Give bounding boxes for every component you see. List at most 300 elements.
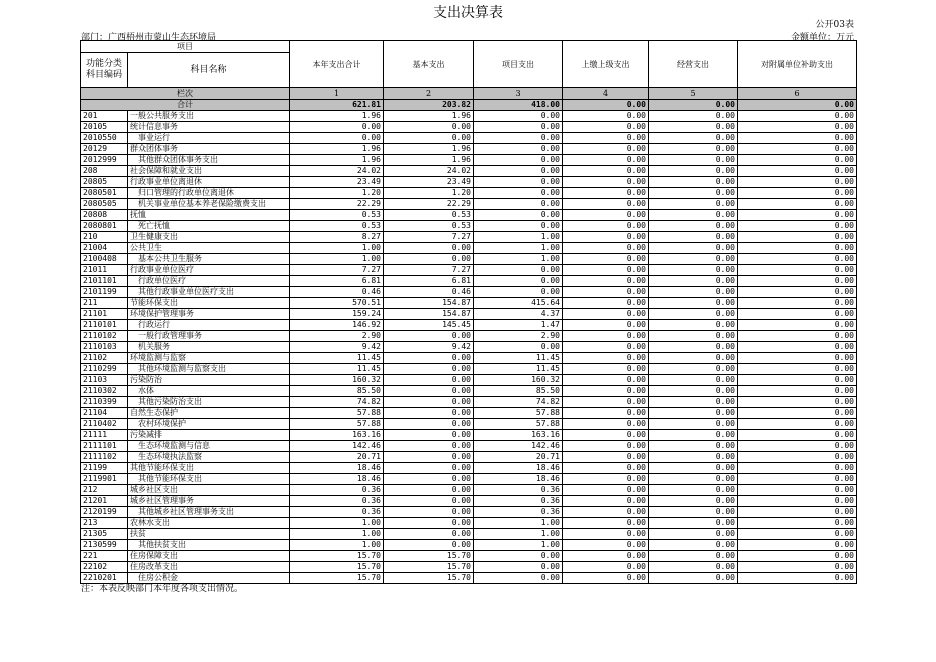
func-code-cell: 2101101	[81, 276, 128, 287]
amount-cell: 0.00	[649, 210, 738, 221]
amount-cell: 0.00	[474, 199, 563, 210]
amount-cell: 0.00	[384, 518, 474, 529]
amount-cell: 0.00	[649, 573, 738, 584]
amount-cell: 0.00	[474, 342, 563, 353]
table-row	[81, 375, 857, 386]
amount-cell: 0.00	[649, 144, 738, 155]
subject-name-cell: 行政运行	[128, 320, 290, 331]
amount-cell: 0.00	[563, 441, 649, 452]
func-code-cell: 20129	[81, 144, 128, 155]
amount-cell: 0.00	[384, 496, 474, 507]
amount-cell: 0.00	[563, 342, 649, 353]
table-row	[81, 155, 857, 166]
amount-cell: 0.00	[738, 287, 857, 298]
amount-cell: 0.00	[738, 210, 857, 221]
subject-name-cell: 死亡抚恤	[128, 221, 290, 232]
subject-name-cell: 基本公共卫生服务	[128, 254, 290, 265]
subject-name-cell: 城乡社区支出	[128, 485, 290, 496]
amount-cell: 1.00	[474, 540, 563, 551]
amount-cell: 0.00	[563, 562, 649, 573]
amount-cell: 0.00	[384, 375, 474, 386]
amount-cell: 0.00	[384, 353, 474, 364]
amount-cell: 0.00	[563, 529, 649, 540]
subject-name-cell: 其他城乡社区管理事务支出	[128, 507, 290, 518]
func-code-cell: 21011	[81, 265, 128, 276]
table-row	[81, 474, 857, 485]
amount-cell: 15.70	[384, 562, 474, 573]
unit-label: 金额单位：万元	[790, 33, 854, 43]
amount-cell: 0.00	[649, 221, 738, 232]
func-code-cell: 2119901	[81, 474, 128, 485]
func-code-cell: 2080501	[81, 188, 128, 199]
amount-cell: 0.36	[290, 507, 384, 518]
amount-cell: 0.00	[738, 452, 857, 463]
amount-cell: 154.87	[384, 309, 474, 320]
table-row	[81, 232, 857, 243]
subject-name-cell: 水体	[128, 386, 290, 397]
amount-cell: 0.36	[474, 485, 563, 496]
amount-cell: 0.00	[474, 144, 563, 155]
amount-cell: 0.00	[649, 111, 738, 122]
func-code-cell: 2210201	[81, 573, 128, 584]
amount-cell: 0.00	[738, 573, 857, 584]
func-code-cell: 2110102	[81, 331, 128, 342]
total-cell: 621.81	[290, 100, 384, 111]
amount-cell: 0.00	[649, 551, 738, 562]
amount-cell: 6.81	[290, 276, 384, 287]
lanci-row	[81, 88, 857, 100]
header-basic: 基本支出	[384, 41, 474, 88]
amount-cell: 0.00	[649, 507, 738, 518]
subject-name-cell: 抚恤	[128, 210, 290, 221]
amount-cell: 15.70	[384, 551, 474, 562]
amount-cell: 0.00	[738, 562, 857, 573]
subject-name-cell: 环境监测与监察	[128, 353, 290, 364]
amount-cell: 1.20	[290, 188, 384, 199]
table-row	[81, 496, 857, 507]
amount-cell: 0.00	[563, 298, 649, 309]
amount-cell: 0.00	[738, 276, 857, 287]
subject-name-cell: 事业运行	[128, 133, 290, 144]
amount-cell: 1.47	[474, 320, 563, 331]
amount-cell: 0.00	[738, 320, 857, 331]
amount-cell: 0.00	[649, 331, 738, 342]
amount-cell: 0.00	[649, 397, 738, 408]
amount-cell: 0.00	[563, 518, 649, 529]
func-code-cell: 212	[81, 485, 128, 496]
amount-cell: 0.00	[563, 111, 649, 122]
func-code-cell: 2110399	[81, 397, 128, 408]
amount-cell: 74.82	[290, 397, 384, 408]
amount-cell: 0.00	[649, 386, 738, 397]
subject-name-cell: 污染防治	[128, 375, 290, 386]
amount-cell: 0.36	[290, 496, 384, 507]
col-num: 6	[738, 88, 857, 100]
table-row	[81, 276, 857, 287]
amount-cell: 0.00	[649, 364, 738, 375]
table-row	[81, 452, 857, 463]
amount-cell: 20.71	[474, 452, 563, 463]
subject-name-cell: 其他污染防治支出	[128, 397, 290, 408]
total-label: 合计	[81, 100, 290, 111]
amount-cell: 15.70	[384, 573, 474, 584]
amount-cell: 0.00	[474, 221, 563, 232]
func-code-cell: 21199	[81, 463, 128, 474]
subject-name-cell: 行政事业单位医疗	[128, 265, 290, 276]
amount-cell: 0.00	[384, 540, 474, 551]
subject-name-cell: 住房改革支出	[128, 562, 290, 573]
col-num: 1	[290, 88, 384, 100]
amount-cell: 0.00	[563, 386, 649, 397]
amount-cell: 2.90	[474, 331, 563, 342]
table-row	[81, 507, 857, 518]
amount-cell: 0.00	[649, 287, 738, 298]
amount-cell: 0.00	[384, 529, 474, 540]
amount-cell: 0.00	[563, 144, 649, 155]
func-code-cell: 2010550	[81, 133, 128, 144]
amount-cell: 0.00	[738, 133, 857, 144]
amount-cell: 0.00	[384, 386, 474, 397]
table-row	[81, 298, 857, 309]
amount-cell: 0.00	[384, 463, 474, 474]
table-row	[81, 342, 857, 353]
amount-cell: 0.00	[474, 111, 563, 122]
amount-cell: 2.90	[290, 331, 384, 342]
amount-cell: 0.00	[384, 441, 474, 452]
table-row	[81, 562, 857, 573]
subject-name-cell: 机关服务	[128, 342, 290, 353]
amount-cell: 0.00	[563, 463, 649, 474]
func-code-cell: 2101199	[81, 287, 128, 298]
table-row	[81, 166, 857, 177]
amount-cell: 18.46	[290, 474, 384, 485]
subject-name-cell: 生态环境监测与信息	[128, 441, 290, 452]
table-row	[81, 177, 857, 188]
amount-cell: 24.02	[290, 166, 384, 177]
amount-cell: 11.45	[290, 364, 384, 375]
total-cell: 203.82	[384, 100, 474, 111]
amount-cell: 1.00	[474, 529, 563, 540]
func-code-cell: 20105	[81, 122, 128, 133]
total-row	[81, 100, 857, 111]
amount-cell: 0.00	[563, 320, 649, 331]
amount-cell: 0.00	[649, 254, 738, 265]
amount-cell: 0.00	[649, 122, 738, 133]
amount-cell: 1.00	[290, 518, 384, 529]
amount-cell: 0.00	[649, 518, 738, 529]
amount-cell: 0.00	[384, 507, 474, 518]
amount-cell: 0.00	[563, 331, 649, 342]
amount-cell: 0.00	[474, 551, 563, 562]
amount-cell: 0.00	[649, 320, 738, 331]
amount-cell: 0.00	[738, 364, 857, 375]
amount-cell: 11.45	[474, 364, 563, 375]
amount-cell: 0.00	[563, 375, 649, 386]
func-code-cell: 22102	[81, 562, 128, 573]
func-code-cell: 20805	[81, 177, 128, 188]
func-code-cell: 21104	[81, 408, 128, 419]
amount-cell: 1.00	[290, 540, 384, 551]
func-code-cell: 2110103	[81, 342, 128, 353]
subject-name-cell: 自然生态保护	[128, 408, 290, 419]
subject-name-cell: 其他节能环保支出	[128, 474, 290, 485]
func-code-cell: 21305	[81, 529, 128, 540]
table-row	[81, 254, 857, 265]
amount-cell: 0.00	[649, 529, 738, 540]
header-total: 本年支出合计	[290, 41, 384, 88]
amount-cell: 57.88	[474, 408, 563, 419]
func-code-cell: 21103	[81, 375, 128, 386]
table-row	[81, 419, 857, 430]
header-project-expenditure: 项目支出	[474, 41, 563, 88]
amount-cell: 11.45	[290, 353, 384, 364]
header-subsidy: 对附属单位补助支出	[738, 41, 857, 88]
amount-cell: 74.82	[474, 397, 563, 408]
table-row	[81, 111, 857, 122]
func-code-cell: 2012999	[81, 155, 128, 166]
func-code-cell: 21201	[81, 496, 128, 507]
amount-cell: 0.00	[649, 452, 738, 463]
amount-cell: 142.46	[474, 441, 563, 452]
amount-cell: 7.27	[384, 232, 474, 243]
amount-cell: 0.00	[649, 265, 738, 276]
amount-cell: 6.81	[384, 276, 474, 287]
amount-cell: 7.27	[290, 265, 384, 276]
amount-cell: 9.42	[384, 342, 474, 353]
amount-cell: 0.00	[649, 485, 738, 496]
amount-cell: 0.00	[563, 254, 649, 265]
amount-cell: 0.00	[563, 166, 649, 177]
amount-cell: 0.00	[649, 375, 738, 386]
subject-name-cell: 行政单位医疗	[128, 276, 290, 287]
table-row	[81, 309, 857, 320]
amount-cell: 1.00	[474, 243, 563, 254]
table-row	[81, 210, 857, 221]
subject-name-cell: 住房保障支出	[128, 551, 290, 562]
table-row	[81, 518, 857, 529]
amount-cell: 0.00	[290, 122, 384, 133]
table-row	[81, 320, 857, 331]
amount-cell: 0.00	[738, 309, 857, 320]
amount-cell: 0.00	[563, 243, 649, 254]
func-code-cell: 2111101	[81, 441, 128, 452]
amount-cell: 0.00	[649, 276, 738, 287]
subject-name-cell: 其他环境监测与监察支出	[128, 364, 290, 375]
amount-cell: 0.00	[563, 177, 649, 188]
amount-cell: 18.46	[290, 463, 384, 474]
subject-name-cell: 一般行政管理事务	[128, 331, 290, 342]
footnote: 注：本表反映部门本年度各项支出情况。	[81, 584, 244, 594]
func-code-cell: 2100408	[81, 254, 128, 265]
amount-cell: 0.00	[738, 441, 857, 452]
amount-cell: 0.00	[474, 573, 563, 584]
subject-name-cell: 其他行政事业单位医疗支出	[128, 287, 290, 298]
amount-cell: 0.00	[563, 265, 649, 276]
amount-cell: 0.00	[384, 243, 474, 254]
total-cell: 418.00	[474, 100, 563, 111]
table-row	[81, 551, 857, 562]
amount-cell: 0.00	[738, 331, 857, 342]
amount-cell: 0.00	[649, 188, 738, 199]
amount-cell: 0.00	[563, 287, 649, 298]
total-cell: 0.00	[563, 100, 649, 111]
amount-cell: 1.00	[290, 529, 384, 540]
amount-cell: 0.00	[384, 419, 474, 430]
amount-cell: 0.00	[738, 375, 857, 386]
amount-cell: 1.00	[474, 254, 563, 265]
amount-cell: 0.00	[738, 408, 857, 419]
amount-cell: 1.20	[384, 188, 474, 199]
table-row	[81, 529, 857, 540]
amount-cell: 0.00	[738, 551, 857, 562]
subject-name-cell: 群众团体事务	[128, 144, 290, 155]
amount-cell: 23.49	[290, 177, 384, 188]
amount-cell: 0.00	[649, 540, 738, 551]
total-cell: 0.00	[649, 100, 738, 111]
header-upper: 上缴上级支出	[563, 41, 649, 88]
report-title: 支出决算表	[433, 5, 503, 21]
func-code-cell: 21111	[81, 430, 128, 441]
amount-cell: 0.00	[563, 133, 649, 144]
amount-cell: 0.00	[649, 298, 738, 309]
amount-cell: 0.00	[563, 309, 649, 320]
amount-cell: 0.00	[738, 507, 857, 518]
amount-cell: 0.00	[563, 364, 649, 375]
func-code-cell: 2110302	[81, 386, 128, 397]
func-code-cell: 221	[81, 551, 128, 562]
table-row	[81, 540, 857, 551]
amount-cell: 0.53	[290, 210, 384, 221]
amount-cell: 0.46	[290, 287, 384, 298]
table-row	[81, 430, 857, 441]
amount-cell: 0.00	[649, 166, 738, 177]
amount-cell: 15.70	[290, 573, 384, 584]
amount-cell: 415.64	[474, 298, 563, 309]
amount-cell: 0.00	[563, 199, 649, 210]
amount-cell: 22.29	[384, 199, 474, 210]
amount-cell: 0.36	[474, 496, 563, 507]
amount-cell: 0.00	[649, 562, 738, 573]
amount-cell: 15.70	[290, 562, 384, 573]
amount-cell: 1.96	[290, 111, 384, 122]
func-code-cell: 21101	[81, 309, 128, 320]
amount-cell: 142.46	[290, 441, 384, 452]
amount-cell: 0.00	[738, 386, 857, 397]
amount-cell: 1.96	[384, 111, 474, 122]
amount-cell: 0.00	[563, 485, 649, 496]
amount-cell: 0.00	[563, 155, 649, 166]
func-code-cell: 20808	[81, 210, 128, 221]
amount-cell: 0.00	[649, 430, 738, 441]
amount-cell: 145.45	[384, 320, 474, 331]
amount-cell: 160.32	[474, 375, 563, 386]
amount-cell: 0.00	[384, 254, 474, 265]
amount-cell: 0.00	[649, 463, 738, 474]
amount-cell: 0.00	[738, 474, 857, 485]
amount-cell: 0.00	[384, 430, 474, 441]
amount-cell: 0.00	[738, 485, 857, 496]
table-row	[81, 397, 857, 408]
amount-cell: 0.00	[384, 122, 474, 133]
func-code-cell: 208	[81, 166, 128, 177]
table-row	[81, 408, 857, 419]
amount-cell: 0.00	[649, 342, 738, 353]
amount-cell: 0.00	[649, 441, 738, 452]
amount-cell: 0.00	[649, 419, 738, 430]
amount-cell: 0.00	[563, 232, 649, 243]
func-code-cell: 210	[81, 232, 128, 243]
table-row	[81, 221, 857, 232]
subject-name-cell: 扶贫	[128, 529, 290, 540]
amount-cell: 85.50	[474, 386, 563, 397]
amount-cell: 7.27	[384, 265, 474, 276]
amount-cell: 1.00	[474, 518, 563, 529]
amount-cell: 0.00	[563, 353, 649, 364]
amount-cell: 0.36	[290, 485, 384, 496]
amount-cell: 163.16	[474, 430, 563, 441]
amount-cell: 85.50	[290, 386, 384, 397]
amount-cell: 0.00	[738, 463, 857, 474]
amount-cell: 0.00	[738, 397, 857, 408]
amount-cell: 0.00	[738, 111, 857, 122]
amount-cell: 0.00	[474, 265, 563, 276]
amount-cell: 0.00	[738, 298, 857, 309]
amount-cell: 8.27	[290, 232, 384, 243]
amount-cell: 0.00	[563, 452, 649, 463]
amount-cell: 0.36	[474, 507, 563, 518]
amount-cell: 0.00	[738, 166, 857, 177]
amount-cell: 0.00	[649, 474, 738, 485]
amount-cell: 0.00	[563, 221, 649, 232]
table-row	[81, 386, 857, 397]
amount-cell: 0.00	[474, 210, 563, 221]
amount-cell: 0.00	[738, 540, 857, 551]
amount-cell: 0.00	[384, 331, 474, 342]
subject-name-cell: 统计信息事务	[128, 122, 290, 133]
amount-cell: 0.00	[563, 507, 649, 518]
amount-cell: 0.00	[384, 474, 474, 485]
subject-name-cell: 城乡社区管理事务	[128, 496, 290, 507]
subject-name-cell: 归口管理的行政单位离退休	[128, 188, 290, 199]
amount-cell: 0.00	[474, 177, 563, 188]
amount-cell: 0.00	[563, 276, 649, 287]
amount-cell: 0.00	[384, 485, 474, 496]
amount-cell: 0.00	[384, 397, 474, 408]
amount-cell: 1.00	[290, 254, 384, 265]
amount-cell: 0.00	[649, 353, 738, 364]
table-row	[81, 188, 857, 199]
amount-cell: 0.00	[474, 188, 563, 199]
func-code-cell: 2080505	[81, 199, 128, 210]
amount-cell: 1.96	[384, 144, 474, 155]
amount-cell: 0.00	[738, 419, 857, 430]
amount-cell: 0.00	[738, 496, 857, 507]
amount-cell: 18.46	[474, 474, 563, 485]
amount-cell: 0.00	[563, 474, 649, 485]
subject-name-cell: 污染减排	[128, 430, 290, 441]
header-func-code: 功能分类科目编码	[81, 53, 128, 88]
amount-cell: 9.42	[290, 342, 384, 353]
func-code-cell: 21004	[81, 243, 128, 254]
subject-name-cell: 环境保护管理事务	[128, 309, 290, 320]
amount-cell: 0.00	[649, 496, 738, 507]
amount-cell: 4.37	[474, 309, 563, 320]
amount-cell: 0.00	[474, 133, 563, 144]
table-row	[81, 463, 857, 474]
amount-cell: 146.92	[290, 320, 384, 331]
amount-cell: 163.16	[290, 430, 384, 441]
col-num: 5	[649, 88, 738, 100]
